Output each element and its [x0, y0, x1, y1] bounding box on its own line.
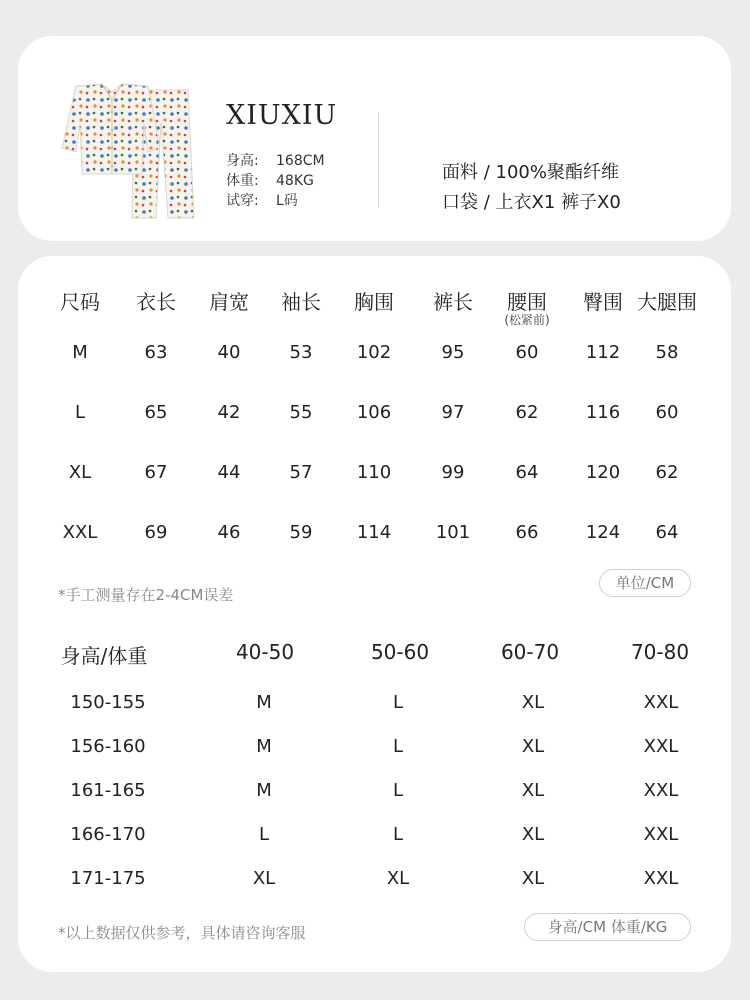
size-row-label: M	[72, 342, 88, 363]
model-height-value: 168CM	[276, 153, 325, 169]
size-cell: 55	[289, 402, 313, 423]
size-cell: 53	[289, 342, 313, 363]
brand-name: XIUXIU	[226, 100, 338, 131]
size-cell: 69	[144, 522, 168, 543]
recommend-unit-badge: 身高/CM 体重/KG	[524, 913, 691, 941]
size-cell: 97	[441, 402, 465, 423]
size-cell: 114	[356, 522, 392, 543]
recommend-row-label: 171-175	[70, 868, 146, 889]
size-cell: 40	[217, 342, 241, 363]
size-cell: 65	[144, 402, 168, 423]
size-header-chest: 胸围	[354, 290, 394, 314]
model-tryon-label: 试穿:	[226, 193, 259, 209]
size-cell: 95	[441, 342, 465, 363]
size-header-hip: 臀围	[583, 290, 623, 314]
size-cell: 99	[441, 462, 465, 483]
size-chart-card	[18, 256, 731, 972]
recommend-cell: XL	[521, 736, 545, 757]
recommend-cell: XXL	[643, 692, 679, 713]
pajama-set-icon	[56, 82, 196, 222]
recommend-header-70-80: 70-80	[630, 640, 690, 664]
recommend-cell: XL	[386, 868, 410, 889]
size-cell: 120	[585, 462, 621, 483]
recommend-cell: L	[392, 780, 404, 801]
model-tryon-value: L码	[276, 193, 298, 209]
size-row-label: XL	[68, 462, 92, 483]
size-cell: 60	[515, 342, 539, 363]
size-cell: 64	[515, 462, 539, 483]
size-cell: 57	[289, 462, 313, 483]
pocket-spec: 口袋 / 上衣X1 裤子X0	[442, 192, 621, 213]
model-weight-label: 体重:	[226, 173, 259, 189]
recommend-row-label: 150-155	[70, 692, 146, 713]
size-cell: 46	[217, 522, 241, 543]
recommend-cell: XXL	[643, 780, 679, 801]
size-cell: 59	[289, 522, 313, 543]
recommend-cell: L	[392, 692, 404, 713]
recommend-header-50-60: 50-60	[370, 640, 430, 664]
size-cell: 67	[144, 462, 168, 483]
recommend-cell: XXL	[643, 824, 679, 845]
size-header-waist: 腰围	[507, 290, 547, 314]
size-note: *手工测量存在2-4CM误差	[58, 586, 234, 604]
size-cell: 42	[217, 402, 241, 423]
size-cell: 62	[655, 462, 679, 483]
recommend-cell: XL	[521, 780, 545, 801]
recommend-row-label: 166-170	[70, 824, 146, 845]
size-cell: 62	[515, 402, 539, 423]
recommend-cell: XL	[521, 868, 545, 889]
model-height-label: 身高:	[226, 153, 259, 169]
size-unit-badge: 单位/CM	[599, 569, 691, 597]
model-height	[226, 150, 325, 170]
size-cell: 124	[585, 522, 621, 543]
recommend-cell: XXL	[643, 868, 679, 889]
model-weight	[226, 170, 314, 190]
model-tryon	[226, 190, 298, 210]
size-header-length: 衣长	[136, 290, 176, 314]
recommend-cell: L	[258, 824, 270, 845]
recommend-cell: XXL	[643, 736, 679, 757]
recommend-row-label: 156-160	[70, 736, 146, 757]
size-header-thigh: 大腿围	[637, 290, 697, 314]
size-cell: 106	[356, 402, 392, 423]
size-header-shoulder: 肩宽	[209, 290, 249, 314]
size-cell: 110	[356, 462, 392, 483]
size-header-size: 尺码	[60, 290, 100, 314]
recommend-note: *以上数据仅供参考，具体请咨询客服	[58, 924, 306, 942]
size-cell: 112	[585, 342, 621, 363]
size-row-label: L	[74, 402, 86, 423]
recommend-row-label: 161-165	[70, 780, 146, 801]
size-cell: 116	[585, 402, 621, 423]
size-header-pants-length: 裤长	[433, 290, 473, 314]
recommend-cell: M	[256, 780, 272, 801]
size-cell: 66	[515, 522, 539, 543]
recommend-cell: M	[256, 692, 272, 713]
fabric-spec: 面料 / 100%聚酯纤维	[442, 162, 619, 183]
recommend-cell: L	[392, 824, 404, 845]
size-cell: 101	[435, 522, 471, 543]
recommend-header-60-70: 60-70	[500, 640, 560, 664]
recommend-cell: XL	[521, 824, 545, 845]
model-info-card	[18, 36, 731, 241]
size-header-sleeve: 袖长	[281, 290, 321, 314]
size-cell: 44	[217, 462, 241, 483]
size-cell: 64	[655, 522, 679, 543]
recommend-cell: XL	[252, 868, 276, 889]
size-cell: 63	[144, 342, 168, 363]
size-cell: 102	[356, 342, 392, 363]
recommend-cell: XL	[521, 692, 545, 713]
size-header-waist-note: (松紧前)	[504, 313, 550, 327]
recommend-cell: L	[392, 736, 404, 757]
model-weight-value: 48KG	[276, 173, 314, 189]
recommend-header-40-50: 40-50	[235, 640, 295, 664]
vertical-divider	[378, 112, 379, 208]
size-cell: 60	[655, 402, 679, 423]
recommend-cell: M	[256, 736, 272, 757]
recommend-header-height-weight: 身高/体重	[60, 644, 148, 668]
size-row-label: XXL	[62, 522, 98, 543]
size-cell: 58	[655, 342, 679, 363]
